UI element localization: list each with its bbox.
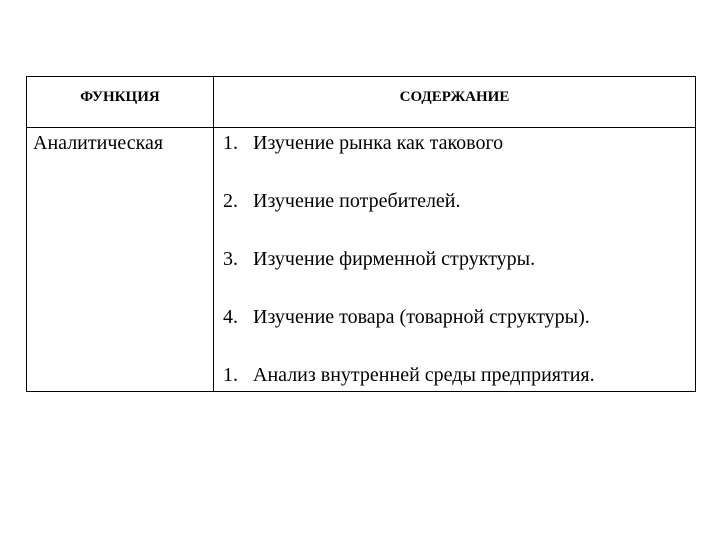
item-text: Изучение потребителей. (253, 190, 461, 212)
item-number: 1. (223, 132, 238, 154)
item-text: Изучение товара (товарной структуры). (253, 306, 590, 328)
header-function: ФУНКЦИЯ (80, 88, 160, 105)
header-divider (27, 127, 695, 128)
content-list (223, 132, 691, 422)
item-number: 2. (223, 190, 238, 212)
column-divider (213, 77, 214, 391)
header-content: СОДЕРЖАНИЕ (399, 88, 510, 105)
list-item (223, 306, 691, 364)
function-table (26, 76, 696, 392)
list-item (223, 190, 691, 248)
function-name: Аналитическая (33, 132, 164, 154)
item-text: Анализ внутренней среды предприятия. (253, 364, 595, 386)
list-item (223, 132, 691, 190)
item-number: 3. (223, 248, 238, 270)
item-text: Изучение рынка как такового (253, 132, 504, 154)
item-number: 1. (223, 364, 238, 386)
list-item (223, 248, 691, 306)
item-text: Изучение фирменной структуры. (253, 248, 536, 270)
list-item (223, 364, 691, 422)
item-number: 4. (223, 306, 238, 328)
